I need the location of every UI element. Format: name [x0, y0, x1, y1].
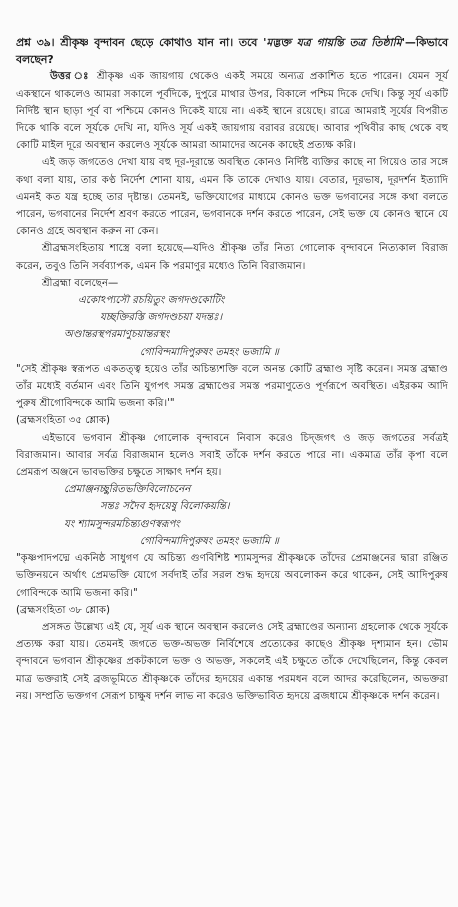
question-tail: —কিভাবে বলছেন? [16, 36, 448, 67]
paragraph-4: শ্রীব্রহ্মা বলেছেন— [42, 277, 119, 289]
verse-block-1 [16, 292, 448, 361]
answer-label: উত্তর ঃ [50, 71, 92, 83]
paragraph-1: শ্রীকৃষ্ণ এক জায়গায় থেকেও একই সময়ে অন্যত্র প্রকাশিত হতে পারেন। যেমন সূর্য একস্থানে থাকলেও আমরা সকালে পূর্বদিকে, দুপুরে মাথার উপর, বিকালে পশ্চিম দিকে দেখি। কিন্তু সূর্য একটি নির্দিষ্ট স্থান ছাড়া পূর্ব বা পশ্চিমে কোনও দিকেই যায়ে না। একই স্থানে রয়েছে। রাত্রে আমরাই সূর্যের বিপরীত দিকে থাকি বলে সূর্যকে দেখি না, যদিও সূর্য একই জায়গায় বরাবর রয়েছে। আবার পৃথিবীর কাছ থেকে বহু কোটি মাইল দূরে অবস্থান করলেও সূর্যকে আমরা আমাদের অনেক কাছেই প্রত্যক্ষ করি। [16, 71, 448, 152]
reference-1: (ব্রহ্মসংহিতা ৩৫ শ্লোক) [16, 415, 111, 427]
question-text: শ্রীকৃষ্ণ বৃন্দাবন ছেড়ে কোথাও যান না। তবে [54, 36, 264, 49]
verse-line: অণ্ডান্তরস্থপরমাণুচয়ান্তরস্থং [64, 329, 170, 341]
translation-2: "কৃষ্ণপাদপদ্মে একনিষ্ঠ সাধুগণ যে অচিন্ত্য গুণবিশিষ্ট শ্যামসুন্দর শ্রীকৃষ্ণকে তাঁদের প্রেমাঞ্জনের দ্বারা রঞ্জিত ভক্তিনয়নে অর্থাৎ প্রেমভক্তি যোগে সর্বদাই তাঁর সরল শুদ্ধ হৃদয়ে অবলোকন করে থাকেন, সেই আদিপুরুষ গোবিন্দকে আমি ভজনা করি।" [16, 553, 448, 599]
translation-1: "সেই শ্রীকৃষ্ণ স্বরূপত একতত্ত্ব হয়েও তাঁর অচিন্ত্যশক্তি বলে অনন্ত কোটি ব্রহ্মাণ্ড সৃষ্টি করেন। সমস্ত ব্রহ্মাণ্ড তাঁর মধ্যেই বর্তমান এবং তিনি যুগপৎ সমস্ত ব্রহ্মাণ্ডের সমস্ত পরমাণুতেও পূর্ণরূপে অবস্থিত। এইরকম আদি পুরুষ শ্রীগোবিন্দকে আমি ভজনা করি।'" [16, 363, 448, 410]
reference-2: (ব্রহ্মসংহিতা ৩৮ শ্লোক) [16, 604, 111, 616]
answer-paragraph [16, 68, 448, 154]
question-heading [16, 34, 448, 68]
question-label: প্রশ্ন ৩৯। [16, 36, 55, 49]
paragraph-6: প্রসঙ্গত উল্লেখ্য এই যে, সূর্য এক স্থানে অবস্থান করলেও সেই ব্রহ্মাণ্ডের অন্যান্য গ্রহলোক থেকে সূর্যকে প্রত্যক্ষ করা যায়। তেমনই জগতে ভক্ত-অভক্ত নির্বিশেষে প্রত্যেকের কাছেও শ্রীকৃষ্ণ দৃশ্যমান হন। ভৌম বৃন্দাবনে ভগবান শ্রীকৃষ্ণের প্রকটকালে ভক্ত ও অভক্ত, সকলেই এই চক্ষুতে তাঁকে দেখেছিলেন, কিন্তু কেবল মাত্র ভক্তরাই সেই ব্রজভূমিতে শ্রীকৃষ্ণকে তাঁদের হৃদয়ের একান্ত পরমধন বলে আদর করেছিলেন, অভক্তরা নয়। সম্প্রতি ভক্তগণ সেরূপ চাক্ষুষ দর্শন লাভ না করেও ভক্তিভাবিত হৃদয়ে ব্রজধামে শ্রীকৃষ্ণকে দর্শন করেন। [16, 621, 448, 702]
verse-line: গোবিন্দমাদিপুরুষং তমহং ভজামি ॥ [140, 346, 279, 358]
verse-line: যচ্ছক্তিরস্তি জগদণ্ডচয়া যদন্তঃ। [100, 312, 223, 324]
question-quote: 'মদ্ভক্ত যত্র গায়ন্তি তত্র তিষ্ঠামি' [263, 36, 406, 49]
paragraph-3: শ্রীব্রহ্মসংহিতায় শাস্ত্রে বলা হয়েছে—যদিও শ্রীকৃষ্ণ তাঁর নিত্য গোলোক বৃন্দাবনে নিত্যকাল বিরাজ করেন, তবুও তিনি সর্বব্যাপক, এমন কি পরমাণুর মধ্যেও তিনি বিরাজমান। [16, 243, 448, 272]
verse-block-2 [16, 481, 448, 550]
verse-line: একোঽপ্যসৌ রচয়িতুং জগদণ্ডকোটিং [78, 295, 225, 307]
verse-line: প্রেমাঞ্জনচ্ছুরিতভক্তিবিলোচনেন [64, 484, 191, 496]
paragraph-5: এইভাবে ভগবান শ্রীকৃষ্ণ গোলোক বৃন্দাবনে নিবাস করেও চিদ্জগৎ ও জড় জগতের সর্বত্রই বিরাজমান। আবার সর্বত্র বিরাজমান হলেও সবাই তাঁকে দর্শন করতে পারে না। একমাত্র তাঁর কৃপা বলে প্রেমরূপ অঞ্জনে ভাবভক্তির চক্ষুতে সাক্ষাৎ দর্শন হয়। [16, 432, 448, 479]
verse-line: যং শ্যামসুন্দরমচিন্ত্যগুণস্বরূপং [64, 518, 180, 530]
paragraph-2: এই জড় জগতেও দেখা যায় বহু দূর-দূরান্তে অবস্থিত কোনও নির্দিষ্ট ব্যক্তির কাছে না গিয়েও তার সঙ্গে কথা বলা যায়, তার কণ্ঠ নির্দেশ শোনা যায়, এমন কি তাকে দেখাও যায়। বেতার, দূরভাষ, দূরদর্শন ইত্যাদি এমনই কত যন্ত্র হচ্ছে তার দৃষ্টান্ত। তেমনই, ভক্তিযোগের মাধ্যমে কোনও ভক্ত ভগবানের সঙ্গে কথা বলতে পারেন, ভগবানের নির্দেশ শ্রবণ করতে পারেন, ভগবানকে দর্শন করতে পারেন, সেই ভক্ত যে কোনও স্থানে যে কোনও গ্রহে অবস্থান করুন না কেন। [16, 157, 448, 238]
verse-line: গোবিন্দমাদিপুরুষং তমহং ভজামি ॥ [140, 535, 279, 547]
verse-line: সন্তঃ সদৈব হৃদয়েষু বিলোকয়ন্তি। [100, 501, 230, 513]
